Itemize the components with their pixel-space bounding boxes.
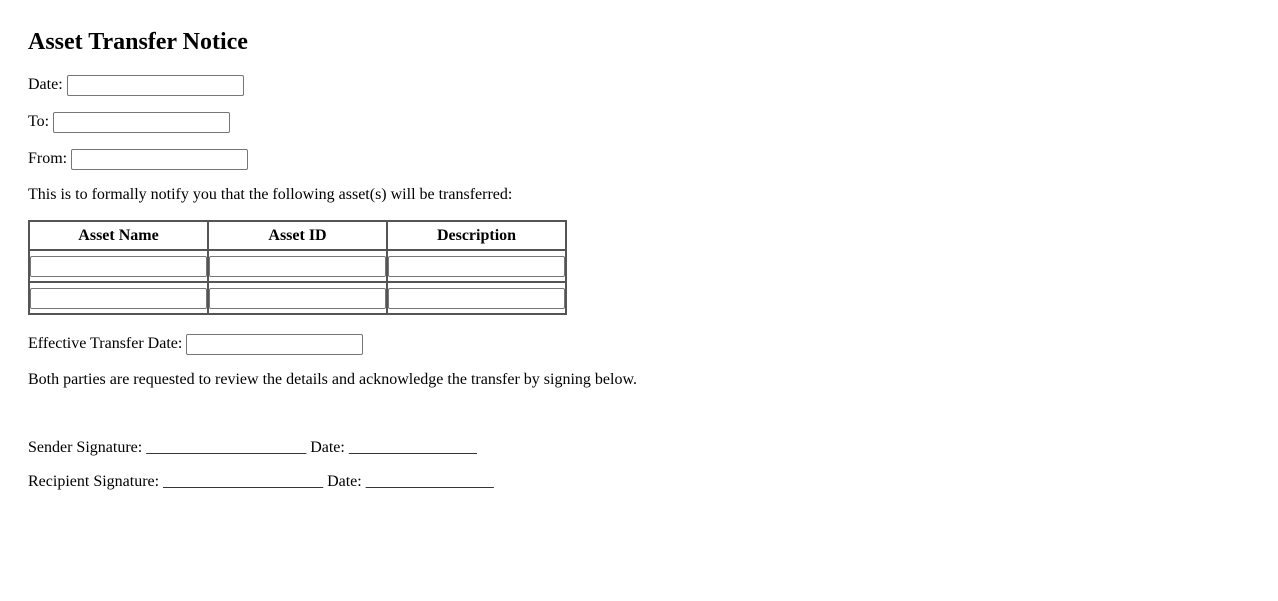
from-row — [28, 148, 248, 170]
intro-text: This is to formally notify you that the following asset(s) will be transferred: — [28, 186, 513, 203]
table-cell — [29, 250, 208, 282]
date-label: Date: — [28, 76, 63, 93]
effective-date-input[interactable] — [186, 334, 363, 355]
table-cell — [208, 250, 387, 282]
header-asset-id: Asset ID — [208, 221, 387, 250]
closing-text: Both parties are requested to review the details and acknowledge the transfer by signing below. — [28, 371, 637, 388]
table-cell — [29, 282, 208, 314]
asset-name-input[interactable] — [30, 288, 207, 309]
table-row — [29, 282, 566, 314]
description-input[interactable] — [388, 256, 565, 277]
table-row — [29, 250, 566, 282]
description-input[interactable] — [388, 288, 565, 309]
asset-table — [28, 220, 567, 315]
asset-name-input[interactable] — [30, 256, 207, 277]
to-row — [28, 111, 230, 133]
from-input[interactable] — [71, 149, 248, 170]
page-title: Asset Transfer Notice — [28, 29, 248, 55]
asset-id-input[interactable] — [209, 288, 386, 309]
date-input[interactable] — [67, 75, 244, 96]
table-cell — [208, 282, 387, 314]
from-label: From: — [28, 150, 68, 167]
to-label: To: — [28, 113, 50, 130]
recipient-signature-line: Recipient Signature: ____________________ Date: ________________ — [28, 473, 494, 490]
effective-date-row — [28, 333, 363, 355]
to-input[interactable] — [53, 112, 230, 133]
table-header-row — [29, 221, 566, 250]
header-description: Description — [387, 221, 566, 250]
table-cell — [387, 282, 566, 314]
asset-id-input[interactable] — [209, 256, 386, 277]
effective-date-label: Effective Transfer Date: — [28, 335, 183, 352]
table-cell — [387, 250, 566, 282]
header-asset-name: Asset Name — [29, 221, 208, 250]
date-row — [28, 74, 244, 96]
sender-signature-line: Sender Signature: ____________________ Date: ________________ — [28, 439, 477, 456]
